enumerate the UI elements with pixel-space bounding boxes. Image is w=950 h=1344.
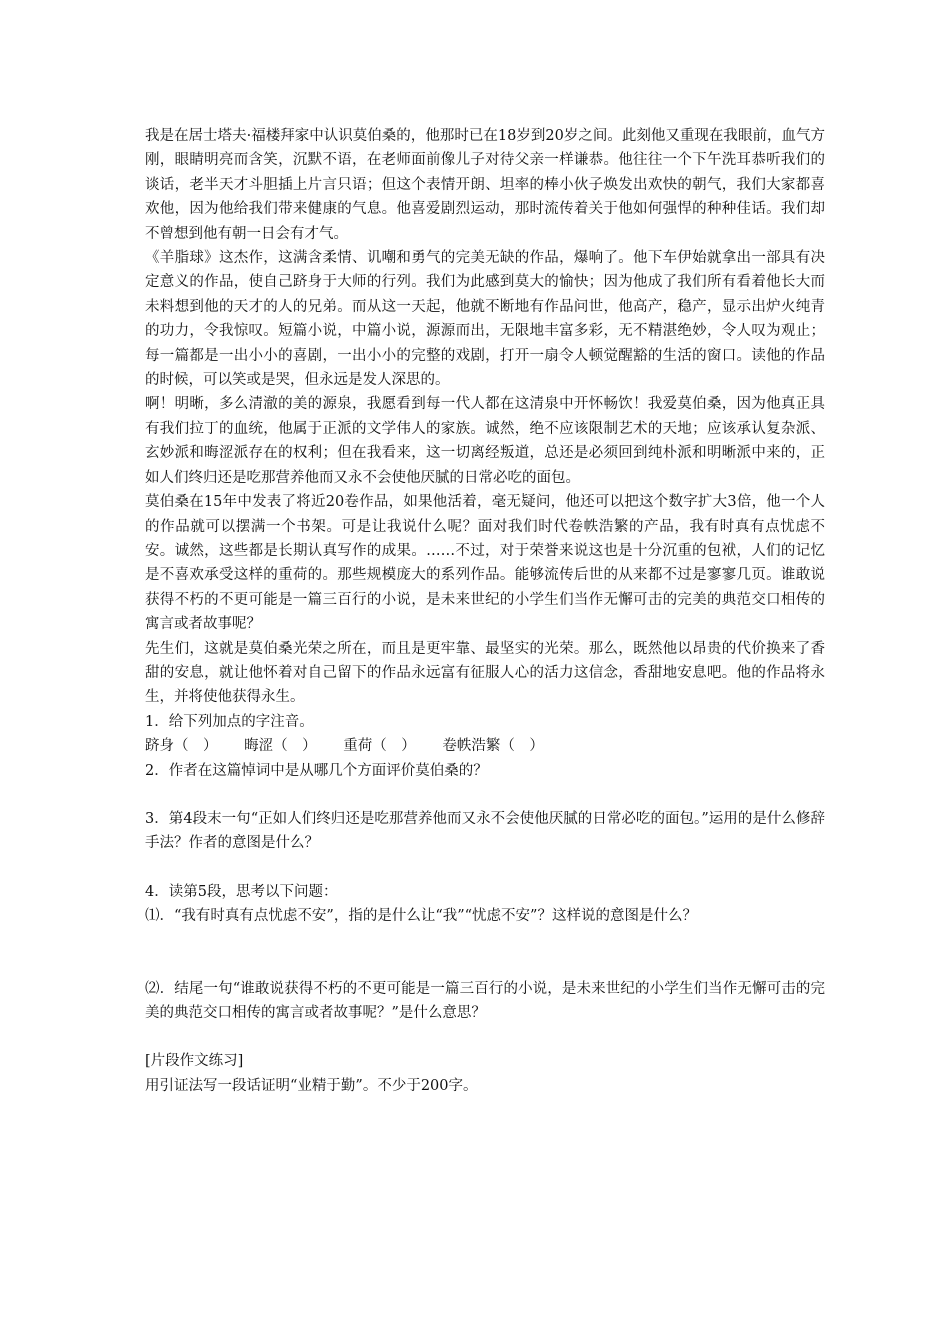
question-2: 2．作者在这篇悼词中是从哪几个方面评价莫伯桑的？ — [145, 762, 488, 779]
option-zhonghe: 重荷（ ） — [343, 738, 416, 755]
article-paragraph-5: 先生们，这就是莫伯桑光荣之所在，而且是更牢靠、最坚实的光荣。那么，既然他以昂贵的代价换来了香甜的安息，就让他怀着对自己留下的作品永远富有征服人心的活力这信念，香甜地安息吧。他的作品将永生，并将使他获得永生。 — [145, 640, 825, 706]
answer-space — [145, 783, 825, 807]
option-jishen: 跻身（ ） — [145, 738, 218, 755]
article-paragraph-4: 莫伯桑在15年中发表了将近20卷作品，如果他活着，毫无疑问，他还可以把这个数字扩大3倍，他一个人的作品就可以摆满一个书架。可是让我说什么呢？面对我们时代卷帙浩繁的产品，我有时真有点忧虑不安。诚然，这些都是长期认真写作的成果。……不过，对于荣誉来说这也是十分沉重的包袱，人们的记忆是不喜欢承受这样的重荷的。那些规模庞大的系列作品。能够流传后世的从来都不过是寥寥几页。谁敢说获得不朽的不更可能是一篇三百行的小说，是未来世纪的小学生们当作无懈可击的完美的典范交口相传的寓言或者故事呢？ — [145, 494, 825, 633]
article-paragraph-3: 啊！明晰，多么清澈的美的源泉，我愿看到每一代人都在这清泉中开怀畅饮！我爱莫伯桑，因为他真正具有我们拉丁的血统，他属于正派的文学伟人的家族。诚然，绝不应该限制艺术的天地；应该承认复杂派、玄妙派和晦涩派存在的权利；但在我看来，这一切离经叛道，总还是必须回到纯朴派和明晰派中来的，正如人们终归还是吃那营养他而又永不会使他厌腻的日常必吃的面包。 — [145, 396, 825, 486]
question-1-options — [145, 734, 825, 758]
option-huise: 晦涩（ ） — [244, 738, 317, 755]
exercise-title: [片段作文练习] — [145, 1053, 244, 1070]
answer-space — [145, 1025, 825, 1049]
article-paragraph-2: 《羊脂球》这杰作，这满含柔情、讥嘲和勇气的完美无缺的作品，爆响了。他下车伊始就拿出一部具有决定意义的作品，使自己跻身于大师的行列。我们为此感到莫大的愉快；因为他成了我们所有看着他长大而未料想到他的天才的人的兄弟。而从这一天起，他就不断地有作品问世，他高产，稳产，显示出炉火纯青的功力，令我惊叹。短篇小说，中篇小说，源源而出，无限地丰富多彩，无不精湛绝妙，令人叹为观止；每一篇都是一出小小的喜剧，一出小小的完整的戏剧，打开一扇令人顿觉醒豁的生活的窗口。读他的作品的时候，可以笑或是哭，但永远是发人深思的。 — [145, 250, 825, 389]
exercise-text: 用引证法写一段话证明“业精于勤”。不少于200字。 — [145, 1077, 478, 1094]
answer-space — [145, 929, 825, 977]
question-3: 3．第4段末一句“正如人们终归还是吃那营养他而又永不会使他厌腻的日常必吃的面包。”运用的是什么修辞手法？作者的意图是什么？ — [145, 810, 825, 852]
option-juanzhihaofan: 卷帙浩繁（ ） — [442, 738, 544, 755]
answer-space — [145, 856, 825, 880]
document-body — [145, 124, 825, 1098]
question-4-1: ⑴．“我有时真有点忧虑不安”，指的是什么让“我”“忧虑不安”？这样说的意图是什么？ — [145, 908, 697, 925]
question-4-2: ⑵．结尾一句“谁敢说获得不朽的不更可能是一篇三百行的小说，是未来世纪的小学生们当作无懈可击的完美的典范交口相传的寓言或者故事呢？”是什么意思？ — [145, 980, 825, 1021]
question-4: 4．读第5段，思考以下问题： — [145, 883, 338, 900]
question-1: 1．给下列加点的字注音。 — [145, 713, 314, 730]
article-paragraph-1: 我是在居士塔夫·福楼拜家中认识莫伯桑的，他那时已在18岁到20岁之间。此刻他又重现在我眼前，血气方刚，眼睛明亮而含笑，沉默不语，在老师面前像儿子对待父亲一样谦恭。他往往一个下午洗耳恭听我们的谈话，老半天才斗胆插上片言只语；但这个表情开朗、坦率的棒小伙子焕发出欢快的朝气，我们大家都喜欢他，因为他给我们带来健康的气息。他喜爱剧烈运动，那时流传着关于他如何强悍的种种佳话。我们却不曾想到他有朝一日会有才气。 — [145, 128, 825, 242]
